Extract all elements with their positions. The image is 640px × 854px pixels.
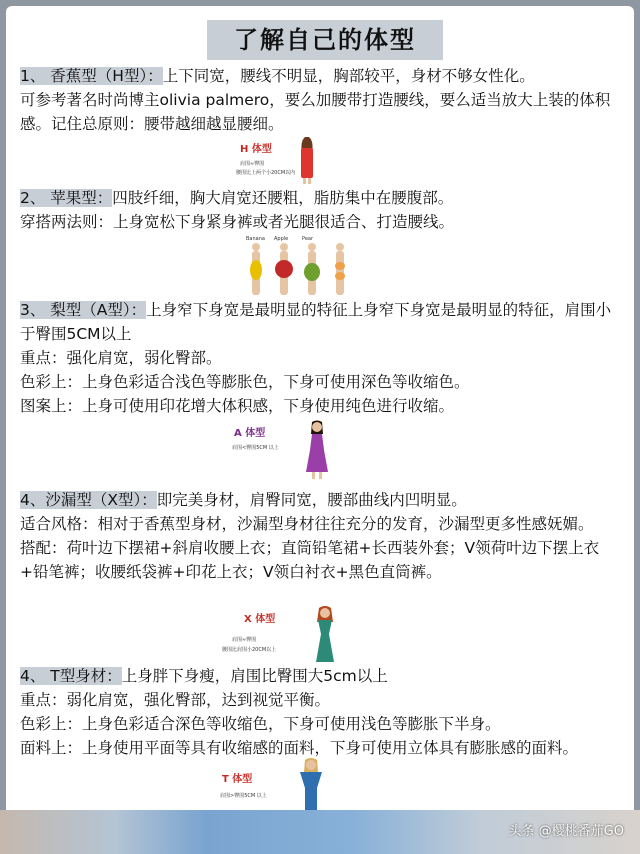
- page-title: 了解自己的体型: [207, 20, 443, 60]
- figure-caption: Apple: [274, 236, 289, 242]
- four-body-illustration: [238, 242, 362, 298]
- h-body-illustration: [292, 136, 322, 184]
- figure-caption: 肩围≈臀围: [240, 161, 265, 167]
- figure-label: H 体型: [240, 144, 272, 155]
- section-text: 可参考著名时尚博主olivia palmero，要么加腰带打造腰线，要么适当放大上装的体积感。记住总原则：腰带越细越显腰细。: [20, 91, 611, 133]
- figure-caption: 肩围>臀围5CM 以上: [220, 793, 267, 799]
- section-text: 重点：强化肩宽，弱化臀部。: [20, 349, 222, 367]
- figure-label: A 体型: [234, 428, 266, 439]
- section-pear: [20, 298, 624, 418]
- figure-label: X 体型: [244, 614, 276, 625]
- figure-t-body: [214, 758, 334, 818]
- a-body-illustration: [302, 420, 332, 480]
- figure-caption: 肩围<臀围5CM 以上: [232, 445, 279, 451]
- section-hourglass: [20, 488, 624, 584]
- section-heading: 4、沙漏型（X型）：: [20, 491, 157, 509]
- figure-caption: 肩围≈臀围: [232, 637, 257, 643]
- section-heading: 4、 T型身材：: [20, 667, 122, 685]
- section-text: 色彩上：上身色彩适合深色等收缩色，下身可使用浅色等膨胀下半身。: [20, 715, 501, 733]
- section-text: 重点：弱化肩宽，强化臀部，达到视觉平衡。: [20, 691, 331, 709]
- figure-h-body: [228, 136, 338, 186]
- section-text: 适合风格：相对于香蕉型身材，沙漏型身材往往充分的发育，沙漏型更多性感妩媚。: [20, 515, 594, 533]
- section-banana: [20, 64, 624, 136]
- t-body-illustration: [296, 758, 326, 816]
- article-page: [6, 6, 634, 848]
- section-text: 搭配：荷叶边下摆裙+斜肩收腰上衣；直筒铅笔裙+长西装外套；V领荷叶边下摆上衣+铅笔裤；收腰纸袋裤+印花上衣；V领白衬衣+黑色直筒裤。: [20, 539, 600, 581]
- figure-a-body: [228, 418, 338, 484]
- watermark: 头条 @樱桃番茄GO: [508, 824, 624, 839]
- figure-caption: Banana: [246, 236, 265, 242]
- section-text: 色彩上：上身色彩适合浅色等膨胀色，下身可使用深色等收缩色。: [20, 373, 470, 391]
- section-text: 图案上：上身可使用印花增大体积感，下身使用纯色进行收缩。: [20, 397, 455, 415]
- section-summary: 上身胖下身瘦，肩围比臀围大5cm以上: [121, 667, 388, 685]
- x-body-illustration: [310, 606, 340, 666]
- figure-label: T 体型: [222, 774, 253, 785]
- figure-caption: 腰围比肩围小20CM以上: [222, 647, 277, 653]
- section-summary: 上下同宽，腰线不明显，胸部较平，身材不够女性化。: [162, 67, 535, 85]
- section-text: 面料上：上身使用平面等具有收缩感的面料，下身可使用立体具有膨胀感的面料。: [20, 739, 579, 757]
- figure-caption: Pear: [302, 236, 314, 242]
- section-summary: 上身窄下身宽是最明显的特征上身窄下身宽是最明显的特征，肩围小于臀围5CM以上: [20, 301, 612, 343]
- section-heading: 2、 苹果型：: [20, 189, 113, 207]
- figure-x-body: [208, 606, 358, 666]
- section-summary: 即完美身材，肩臀同宽，腰部曲线内凹明显。: [156, 491, 467, 509]
- section-heading: 1、 香蕉型（H型）：: [20, 67, 163, 85]
- section-apple: [20, 186, 624, 234]
- section-t-shape: [20, 664, 624, 760]
- figure-caption: 腰围比上两个小20CM以内: [236, 170, 296, 176]
- section-text: 穿搭两法则：上身宽松下身紧身裤或者光腿很适合、打造腰线。: [20, 213, 455, 231]
- section-summary: 四肢纤细，胸大肩宽还腰粗，脂肪集中在腰腹部。: [112, 189, 454, 207]
- section-heading: 3、 梨型（A型）：: [20, 301, 147, 319]
- figure-four-body-types: [238, 234, 362, 298]
